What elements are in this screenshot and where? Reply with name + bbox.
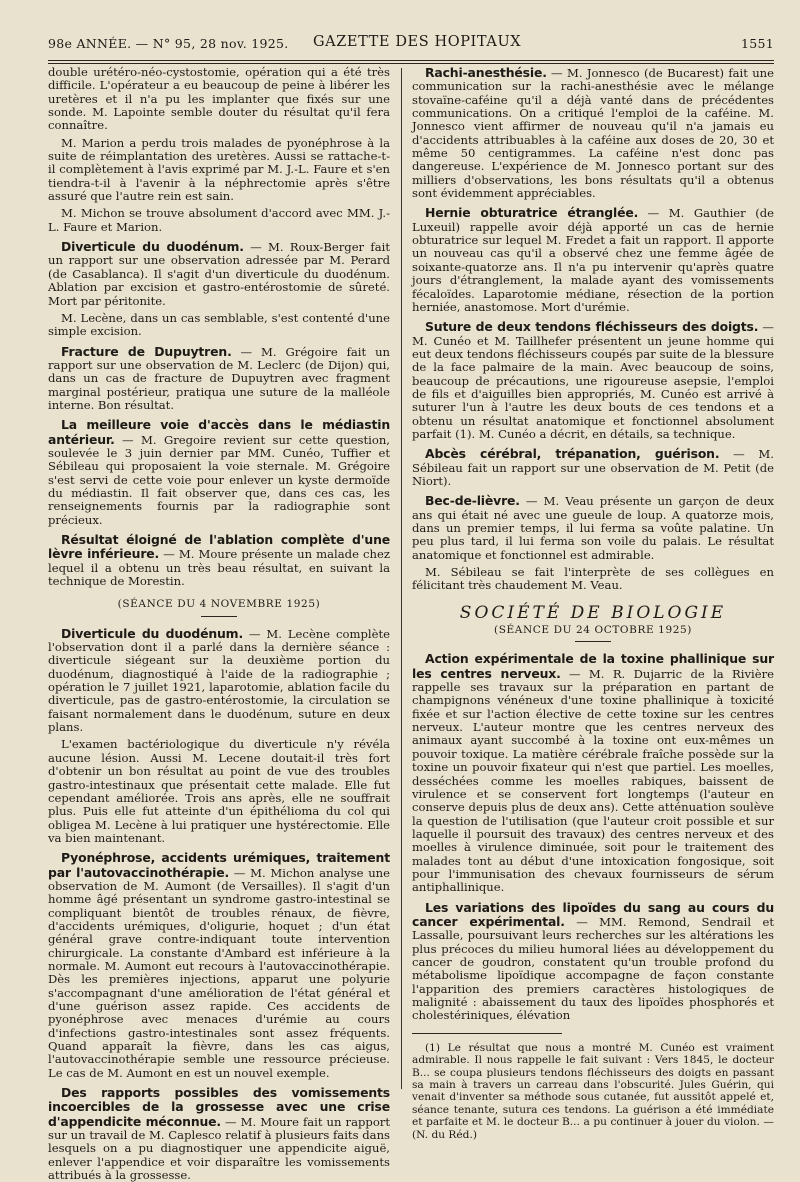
footnote-rule [412, 1033, 562, 1034]
article-text: M. Sébileau se fait l'interprète de ses collègues en félicitant très chaudement M. Veau. [412, 565, 774, 593]
article-text: — M. Jonnesco (de Bucarest) fait une communication sur la rachi-anesthésie avec le mélange stovaïne-caféine qu'il a déjà vanté dans de précédentes communications. On a critiqué l'emploi de la caféine. M. Jonnesco vient affirmer de nouveau qu'il n'a jamais eu d'accidents attribuables à la caféine aux doses de 20, 30 et même 50 centigrammes. La caféine n'est donc pas dangereuse. L'expérience de M. Jonnesco portant sur des milliers d'observations, les bons résultats qu'il a obtenus sont évidemment appréciables. [412, 66, 774, 201]
right-column [412, 65, 775, 1141]
article-title: Suture de deux tendons fléchisseurs des doigts. [425, 319, 759, 335]
page-number: 1551 [740, 36, 774, 51]
article-paragraph [48, 418, 390, 527]
article-block [412, 901, 774, 1023]
article-paragraph [412, 566, 774, 593]
article-title: Les variations des lipoïdes du sang au cours du cancer expérimental. [412, 899, 774, 929]
article-text: — M. Cunéo et M. Taillhefer présentent un jeune homme qui eut deux tendons fléchisseurs coupés par suite de la blessure de la face palmaire de la main. Avec beaucoup de soins, beaucoup de précautions, une rigoureuse asepsie, l'emploi de fils et d'aiguilles bien appropriés, M. Cunéo est arrivé à suturer l'un à l'autre les deux bouts de ces tendons et a obtenu un résultat anatomique et fonctionnel absolument parfait (1). M. Cunéo a décrit, en détails, sa technique. [412, 320, 774, 441]
article-paragraph [412, 206, 774, 314]
article-text: — M. Grégoire fait un rapport sur une observation de M. Leclerc (de Dijon) qui, dans un cas de fracture de Dupuytren avec fragment marginal postérieur, pratiqua une suture de la malléole interne. Bon résultat. [48, 344, 391, 412]
article-paragraph [48, 312, 390, 339]
article-title: Bec-de-lièvre. [425, 493, 520, 509]
article-title: Action expérimentale de la toxine phallinique sur les centres nerveux. [412, 651, 774, 681]
footnote [412, 1042, 774, 1141]
article-text: M. Marion a perdu trois malades de pyonéphrose à la suite de réimplantation des uretères. Aussi se rattache-t-il complètement à l'avis exprimé par M. J.-L. Faure et s'en tiendra-t-il à l'avenir à la néphrectomie après s'être assuré que l'autre rein est sain. [48, 135, 390, 204]
page-header [48, 34, 774, 58]
article-block [48, 533, 390, 588]
article-paragraph [48, 738, 390, 845]
article-title: Rachi-anesthésie. [425, 65, 547, 80]
society-rule [575, 641, 611, 642]
article-paragraph [48, 1086, 390, 1182]
article-title: Diverticule du duodénum. [61, 239, 244, 255]
article-text: M. Michon se trouve absolument d'accord avec MM. J.-L. Faure et Marion. [48, 206, 390, 234]
article-paragraph [412, 652, 774, 894]
session-rule [201, 616, 237, 617]
journal-title: GAZETTE DES HOPITAUX [313, 34, 522, 50]
footnote-text: (1) Le résultat que nous a montré M. Cunéo est vraiment admirable. Il nous rappelle le fait suivant : Vers 1845, le docteur B... se coupa plusieurs tendons fléchisseurs des doigts en passant sa main à travers un carreau dans l'obscurité. Jules Guérin, qui venait d'inventer sa méthode sous cutanée, fut aussitôt appelé et, séance tenante, sutura ces tendons. La guérison a été immédiate et parfaite et M. le docteur B... a pu continuer à jouer du violon. — (N. du Réd.) [412, 1041, 774, 1141]
article-text: — M. Gauthier (de Luxeuil) rappelle avoir déjà apporté un cas de hernie obturatrice sur lequel M. Fredet a fait un rapport. Il apporte un nouveau cas qu'il a observé chez une femme âgée de soixante-quatorze ans. Il n'a pu intervenir qu'après quatre jours d'étranglement, la malade ayant des vomissements fécaloïdes. Laparotomie médiane, résection de la portion herniée, anastomose. Mort d'urémie. [412, 206, 775, 314]
article-title: Pyonéphrose, accidents urémiques, traitement par l'autovaccinothérapie. [48, 850, 390, 880]
session-heading: (SÉANCE DU 4 NOVEMBRE 1925) [117, 598, 321, 611]
article-title: Abcès cérébral, trépanation, guérison. [425, 446, 720, 462]
article-text: — M. R. Dujarric de la Rivière rappelle ses travaux sur la préparation en partant de champignons vénéneux d'une toxine phallinique à toxicité fixée et sur l'action élective de cette toxine sur les centres nerveux. L'auteur montre que les centres nerveux des animaux ayant succombé à la toxine ont eux-mêmes un pouvoir toxique. La matière cérébrale fraîche possède sur la toxine un pouvoir fixateur qui n'est que partiel. Les moelles, desséchées comme les moelles rabiques, baissent de virulence et se conservent fort longtemps (l'auteur en conserve depuis plus de deux ans). Cette atténuation soulève la question de l'utilisation (que l'auteur croit possible et sur laquelle il poursuit des travaux) des centres nerveux et des moelles à virulence diminuée, soit pour le traitement des malades tont au début d'une intoxication fongosique, soit pour l'immunisation des chevaux fournisseurs de sérum antiphallinique. [412, 666, 774, 895]
column-divider [401, 68, 402, 1089]
article-block [48, 240, 390, 338]
article-title: Diverticule du duodénum. [61, 625, 243, 641]
article-block [48, 66, 390, 234]
article-paragraph [412, 320, 774, 441]
article-block [48, 418, 390, 527]
article-text: — M. Lecène complète l'observation dont il a parlé dans la dernière séance : diverticule siégeant sur la deuxième portion du duodénum, diagnostiqué à l'aide de la radiographie ; opération le 7 juillet 1921, laparotomie, ablation facile du diverticule, pas de gastro-entérostomie, la circulation se faisant normalement dans le duodénum, suture en deux plans. [48, 626, 390, 735]
article-block [48, 345, 390, 413]
article-title: Résultat éloigné de l'ablation complète d'une lèvre inférieure. [48, 532, 390, 562]
article-block [412, 320, 774, 441]
article-text: L'examen bactériologique du diverticule n'y révéla aucune lésion. Aussi M. Lecene doutait-il très fort d'obtenir un bon résultat au point de vue des troubles gastro-intestinaux que présentait cette malade. Elle fut cependant améliorée. Trois ans après, elle ne souffrait plus. Puis elle fut atteinte d'un épithélioma du col qui obligea M. Lecène à lui pratiquer une hystérectomie. Elle va bien maintenant. [48, 737, 390, 845]
article-block [412, 206, 774, 314]
header-rule [48, 60, 774, 61]
article-paragraph [48, 851, 390, 1080]
article-text: — M. Gregoire revient sur cette question, soulevée le 3 juin dernier par MM. Cunéo, Tuffier et Sébileau qui proposaient la voie sternale. M. Grégoire s'est servi de cette voie pour enlever un kyste dermoïde du médiastin. Il fait observer que, dans ces cas, les renseignements fournis par la radiographie sont précieux. [48, 432, 390, 527]
article-paragraph [412, 901, 774, 1023]
article-text: — M. Sébileau fait un rapport sur une observation de M. Petit (de Niort). [412, 447, 774, 488]
article-paragraph [48, 345, 390, 413]
header-rule-double [48, 63, 774, 64]
article-block [412, 652, 774, 894]
article-paragraph [412, 494, 774, 562]
article-paragraph [48, 533, 390, 588]
article-title: Fracture de Dupuytren. [61, 343, 232, 359]
article-paragraph [48, 207, 390, 234]
article-paragraph [48, 627, 390, 735]
article-title: Des rapports possibles des vomissements incoercibles de la grossesse avec une crise d'appendicite méconnue. [48, 1085, 390, 1129]
article-text: double urétéro-néo-cystostomie, opération qui a été très difficile. L'opérateur a eu beaucoup de peine à libérer les uretères et il n'a pu les implanter que fixés sur une sonde. M. Lapointe semble douter du résultat qu'il fera connaître. [48, 65, 390, 133]
society-title: SOCIÉTÉ DE BIOLOGIE [459, 602, 727, 623]
article-block [48, 851, 390, 1080]
article-block [412, 447, 774, 488]
article-text: — M. Moure fait un rapport sur un travail de M. Caplesco relatif à plusieurs faits dans lesquels on a pu diagnostiquer une appendicite aiguë, enlever l'appendice et voir disparaître les vomissements attribués à la grossesse. [48, 1114, 390, 1182]
article-text: — M. Moure présente un malade chez lequel il a obtenu un très beau résultat, en suivant la technique de Morestin. [48, 547, 390, 589]
article-block [412, 66, 774, 200]
article-block [412, 494, 774, 592]
article-paragraph [48, 66, 390, 133]
article-text: M. Lecène, dans un cas semblable, s'est contenté d'une simple excision. [48, 310, 390, 339]
left-column [48, 65, 391, 1182]
article-block [48, 627, 390, 846]
article-title: La meilleure voie d'accès dans le médiastin antérieur. [48, 417, 390, 447]
article-paragraph [48, 240, 390, 308]
article-text: — M. Roux-Berger fait un rapport sur une observation adressée par M. Perard (de Casablanca). Il s'agit d'un diverticule du duodénum. Ablation par excision et gastro-entérostomie de sûreté. Mort par péritonite. [48, 240, 390, 308]
article-paragraph [412, 447, 774, 488]
article-paragraph [48, 137, 390, 204]
article-text: — M. Michon analyse une observation de M. Aumont (de Versailles). Il s'agit d'un homme âgé présentant un syndrome gastro-intestinal se compliquant bientôt de troubles rénaux, de fièvre, d'accidents urémiques, d'oligurie, hoquet ; d'un état général grave contre-indiquant toute intervention chirurgicale. La constante d'Ambard est inférieure à la normale. M. Aumont eut recours à l'autovaccinothérapie. Dès les premières injections, apparut une polyurie s'accompagnant d'une amélioration de l'état général et d'une guérison assez rapide. Ces accidents de pyonéphrose avec menaces d'urémie au cours d'infections gastro-intestinales sont assez fréquents. Quand apparaît la fièvre, dans les cas aigus, l'autovaccinothérapie semble une ressource précieuse. Le cas de M. Aumont en est un nouvel exemple. [48, 865, 390, 1080]
society-session: (SÉANCE DU 24 OCTOBRE 1925) [494, 624, 692, 637]
article-paragraph [412, 66, 774, 200]
article-text: — MM. Remond, Sendrail et Lassalle, poursuivant leurs recherches sur les altérations les plus précoces du milieu humoral liées au développement du cancer de goudron, constatent qu'un trouble profond du métabolisme lipoïdique accompagne de façon constante l'apparition des premiers caractères histologiques de malignité : abaissement du taux des lipoïdes phosphorés et cholestériniques, élévation [412, 914, 774, 1023]
article-block [48, 1086, 390, 1182]
article-text: — M. Veau présente un garçon de deux ans qui était né avec une gueule de loup. A quatorze mois, dans un premier temps, il lui ferma sa voûte palatine. Un peu plus tard, il lui ferma son voile du palais. Le résultat anatomique et fonctionnel est admirable. [412, 494, 774, 562]
issue-line: 98e ANNÉE. — N° 95, 28 nov. 1925. [48, 36, 289, 51]
article-title: Hernie obturatrice étranglée. [425, 205, 639, 221]
